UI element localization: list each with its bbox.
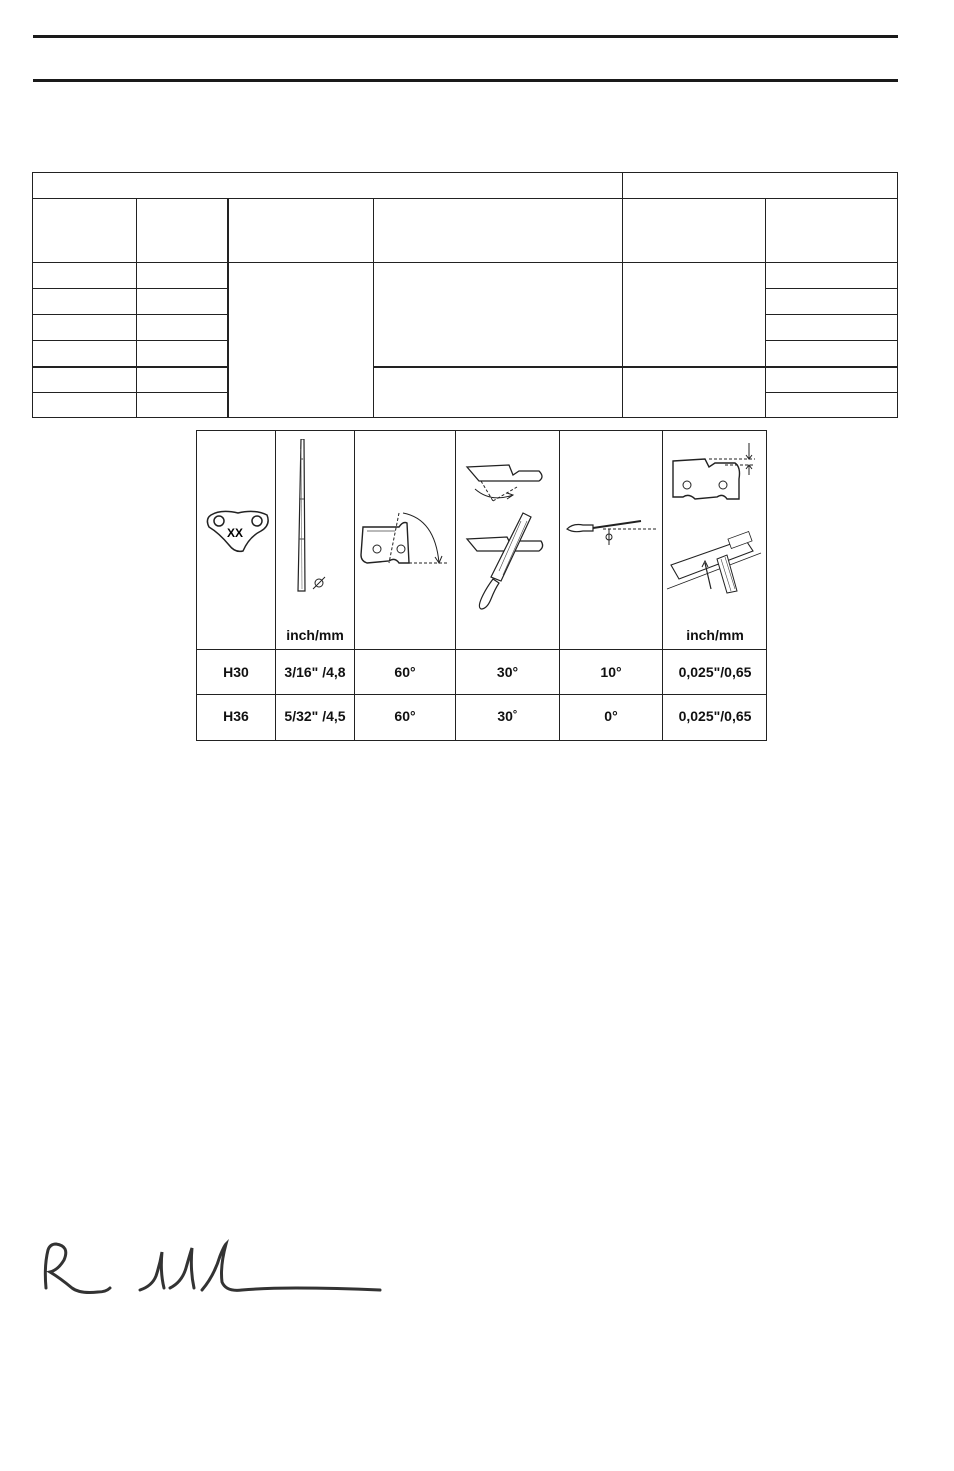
table-row-h30-plate-angle: 60° — [394, 664, 416, 680]
depth-gauge-icon — [665, 439, 765, 595]
table-row-h30-filing-angle: 30° — [496, 664, 519, 680]
table-row-h36-chain: H36 — [223, 708, 249, 724]
table-row-h36-tilt-angle: 0° — [604, 708, 618, 724]
table-row-h30-chain: H30 — [223, 664, 249, 680]
chain-marking-icon — [205, 507, 271, 555]
table-row-h36-file: 5/32" /4,5 — [284, 708, 346, 724]
file-tilt-angle-icon — [563, 515, 659, 551]
table-row-h30-depth-gauge: 0,025"/0,65 — [678, 664, 752, 680]
file-unit-label: inch/mm — [286, 627, 344, 643]
signature — [36, 1236, 386, 1306]
table-row-h36-filing-angle: 30˚ — [497, 708, 518, 724]
header-rule — [33, 79, 898, 82]
top-rule — [33, 35, 898, 38]
table-row-h30-file: 3/16" /4,8 — [284, 664, 346, 680]
side-filing-angle-icon — [461, 461, 555, 613]
table-row-h36-depth-gauge: 0,025"/0,65 — [678, 708, 752, 724]
sharpening-table — [196, 430, 767, 741]
depth-gauge-unit-label: inch/mm — [686, 627, 744, 643]
table-row-h36-plate-angle: 60° — [394, 708, 416, 724]
bar-chain-table — [32, 172, 898, 418]
top-plate-angle-icon — [359, 505, 451, 569]
svg-text:XX: XX — [227, 526, 244, 540]
table-row-h30-tilt-angle: 10° — [600, 664, 622, 680]
round-file-icon — [293, 439, 333, 597]
